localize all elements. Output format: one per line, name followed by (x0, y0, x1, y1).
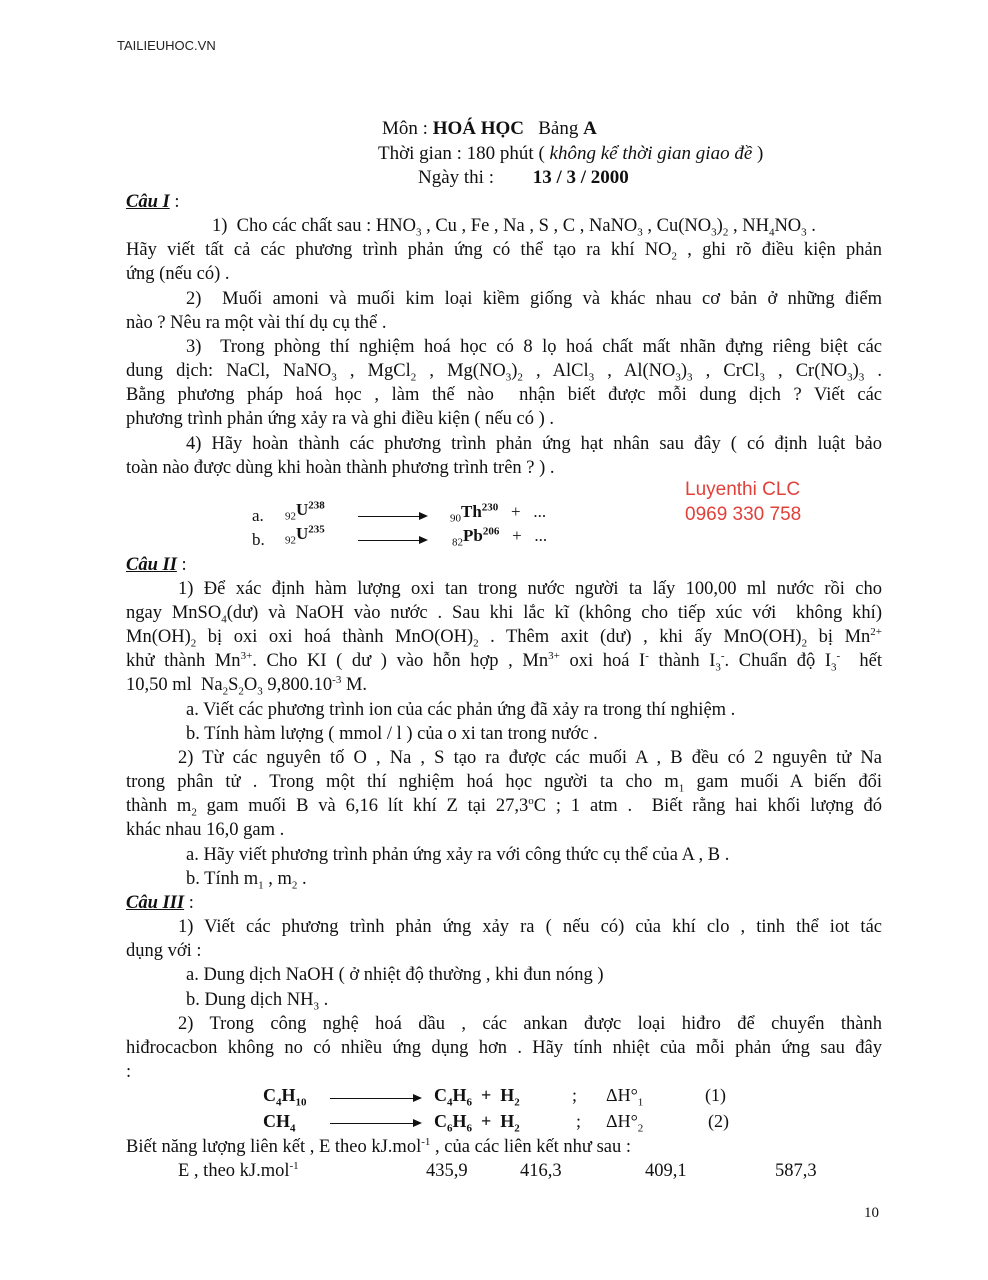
section-title: Câu I (126, 192, 170, 212)
q3-line-2: dung dịch: NaCl, NaNO$_3$ , MgCl$_2$ , $Mg(NO_3)_2$ , AlCl$_3$ , $Al(NO_3)_3$ , CrCl$_3$ , $Cr(NO_3)_3$ . (126, 361, 882, 384)
nuclear-eq-b-reactant: $_{92}U^{235}$ (285, 523, 325, 547)
nuclear-eq-b-product: $_{82}Pb^{206}$ + ... (452, 525, 548, 549)
thermo-eq-1-dh: $\Delta H^\circ_1$ (606, 1085, 644, 1109)
nuclear-eq-a-label: a. (252, 506, 264, 525)
thermo-eq-2-product: $C_6H_6 + H_2$ (434, 1111, 520, 1135)
thermo-eq-2-sep: ; (576, 1111, 582, 1131)
c2-line-4: khử thành $Mn^{3+}$. Cho KI ( dư ) vào hỗn hợp , $Mn^{3+}$ oxi hoá I- thành $I_3^-$. Chuẩn độ $I_3^-$ hết (126, 649, 883, 674)
energy-value: 435,9 (426, 1161, 468, 1181)
section-title: Câu II (126, 555, 177, 575)
c3-line-2: dụng với : (126, 941, 202, 961)
date-label: Ngày thi : (418, 167, 494, 188)
subject-value: HOÁ HỌC (432, 118, 524, 139)
page-number: 10 (864, 1205, 879, 1221)
q1-line-3: ứng (nếu có) . (126, 264, 230, 284)
thermo-eq-1-product: $C_4H_6 + H_2$ (434, 1085, 520, 1109)
q4-line-1: 4) Hãy hoàn thành các phương trình phản ứng hạt nhân sau đây ( có định luật bảo (186, 434, 882, 454)
thermo-eq-2-dh: $\Delta H^\circ_2$ (606, 1111, 644, 1135)
nuclear-eq-a-reactant: $_{92}U^{238}$ (285, 499, 325, 523)
nuclear-eq-b-label: b. (252, 530, 265, 549)
arrow-icon (358, 540, 426, 541)
c3-line-8: Biết năng lượng liên kết , E theo kJ.mol$^{-1}$ , của các liên kết như sau : (126, 1135, 631, 1157)
q1-line-1: 1) Cho các chất sau : $HNO_3$ , Cu , Fe , Na , S , C , NaNO$_3$ , $Cu(NO_3)_2$ , $NH_4NO_3$ . (212, 216, 816, 239)
section-heading (126, 891, 194, 915)
q3-line-1: 3) Trong phòng thí nghiệm hoá học có 8 lọ hoá chất mất nhãn đựng riêng biệt các (186, 337, 882, 357)
time-line (378, 143, 763, 165)
c2-line-1: 1) Để xác định hàm lượng oxi tan trong nước người ta lấy 100,00 ml nước rồi cho (178, 579, 882, 599)
c3-line-1: 1) Viết các phương trình phản ứng xảy ra ( nếu có) của khí clo , tinh thể iot tác (178, 917, 882, 937)
c2-line-5: 10,50 ml $Na_2S_2O_3$ $9,800.10^{-3}$ M. (126, 673, 368, 698)
c2-line-12: a. Hãy viết phương trình phản ứng xảy ra với công thức cụ thể của A , B . (186, 845, 730, 865)
section-colon: : (184, 893, 194, 913)
q4-line-2: toàn nào được dùng khi hoàn thành phương trình trên ? ) . (126, 458, 555, 478)
q2-line-1: 2) Muối amoni và muối kim loại kiềm giống và khác nhau cơ bản ở những điểm (186, 289, 882, 309)
c3-line-7: : (126, 1062, 132, 1082)
thermo-eq-2-reactant: $CH_4$ (263, 1111, 296, 1135)
subject-line (382, 118, 597, 140)
energy-label: E , theo kJ.mol$^{-1}$ (178, 1159, 299, 1181)
section-heading (126, 553, 187, 577)
watermark-line-1: Luyenthi CLC (685, 479, 801, 500)
c2-line-13: b. Tính $m_1$ , $m_2$ . (186, 869, 307, 892)
q2-line-2: nào ? Nêu ra một vài thí dụ cụ thể . (126, 313, 387, 333)
c3-line-3: a. Dung dịch NaOH ( ở nhiệt độ thường , khi đun nóng ) (186, 965, 604, 985)
section-colon: : (169, 192, 180, 212)
thermo-eq-1-sep: ; (572, 1085, 578, 1105)
section-colon: : (176, 555, 187, 575)
c2-line-10: thành $m_2$ gam muối B và 6,16 lít khí Z tại 27,3$^o$C ; 1 atm . Biết rằng hai khối lượng đó (126, 794, 882, 819)
date-value: 13 / 3 / 2000 (532, 167, 629, 188)
time-close: ) (757, 143, 764, 164)
nuclear-eq-a-product: $_{90}Th^{230}$ + ... (450, 501, 547, 525)
watermark-line-2: 0969 330 758 (685, 504, 802, 525)
c3-line-5: 2) Trong công nghệ hoá dầu , các ankan được loại hiđro để chuyển thành (178, 1014, 882, 1034)
arrow-icon (358, 516, 426, 517)
c2-line-3: $Mn(OH)_2$ bị oxi oxi hoá thành $MnO(OH)_2$ . Thêm axit (dư) , khi ấy $MnO(OH)_2$ bị $Mn^{2+}$ (126, 625, 882, 650)
c2-line-11: khác nhau 16,0 gam . (126, 820, 285, 840)
site-name: TAILIEUHOC.VN (117, 38, 216, 53)
thermo-eq-1-reactant: $C_4H_{10}$ (263, 1085, 307, 1109)
thermo-eq-2-number: (2) (708, 1111, 729, 1131)
c2-line-9: trong phân tử . Trong một thí nghiệm hoá học người ta cho $m_1$ gam muối A biến đổi (126, 772, 882, 795)
thermo-eq-1-number: (1) (705, 1085, 726, 1105)
energy-value: 416,3 (520, 1161, 562, 1181)
c2-line-2: ngay MnSO$_4$(dư) và NaOH vào nước . Sau khi lắc kĩ (không cho tiếp xúc với không khí) (126, 603, 882, 626)
c2-line-8: 2) Từ các nguyên tố O , Na , S tạo ra được các muối A , B đều có 2 nguyên tử Na (178, 748, 882, 768)
c3-line-6: hiđrocacbon không no có nhiều ứng dụng hơn . Hãy tính nhiệt của mỗi phản ứng sau đây (126, 1038, 882, 1058)
section-title: Câu III (126, 893, 185, 913)
c3-line-4: b. Dung dịch $NH_3$ . (186, 990, 329, 1013)
energy-value: 409,1 (645, 1161, 687, 1181)
c2-line-6: a. Viết các phương trình ion của các phản ứng đã xảy ra trong thí nghiệm . (186, 700, 736, 720)
subject-label: Môn : (382, 118, 428, 139)
q3-line-3: Bằng phương pháp hoá học , làm thế nào nhận biết được mỗi dung dịch ? Viết các (126, 385, 882, 405)
q1-line-2: Hãy viết tất cả các phương trình phản ứng có thể tạo ra khí $NO_2$ , ghi rõ điều kiện phản (126, 240, 882, 263)
board-label: Bảng (538, 118, 579, 139)
date-line (418, 167, 629, 189)
section-heading (126, 190, 179, 214)
board-value: A (583, 118, 597, 139)
time-label: Thời gian : 180 phút ( (378, 143, 545, 164)
arrow-icon (330, 1123, 420, 1124)
arrow-icon (330, 1098, 420, 1099)
q3-line-4: phương trình phản ứng xảy ra và ghi điều kiện ( nếu có ) . (126, 409, 554, 429)
c2-line-7: b. Tính hàm lượng ( mmol / l ) của o xi tan trong nước . (186, 724, 598, 744)
time-note: không kể thời gian giao đề (549, 143, 753, 164)
energy-value: 587,3 (775, 1161, 817, 1181)
